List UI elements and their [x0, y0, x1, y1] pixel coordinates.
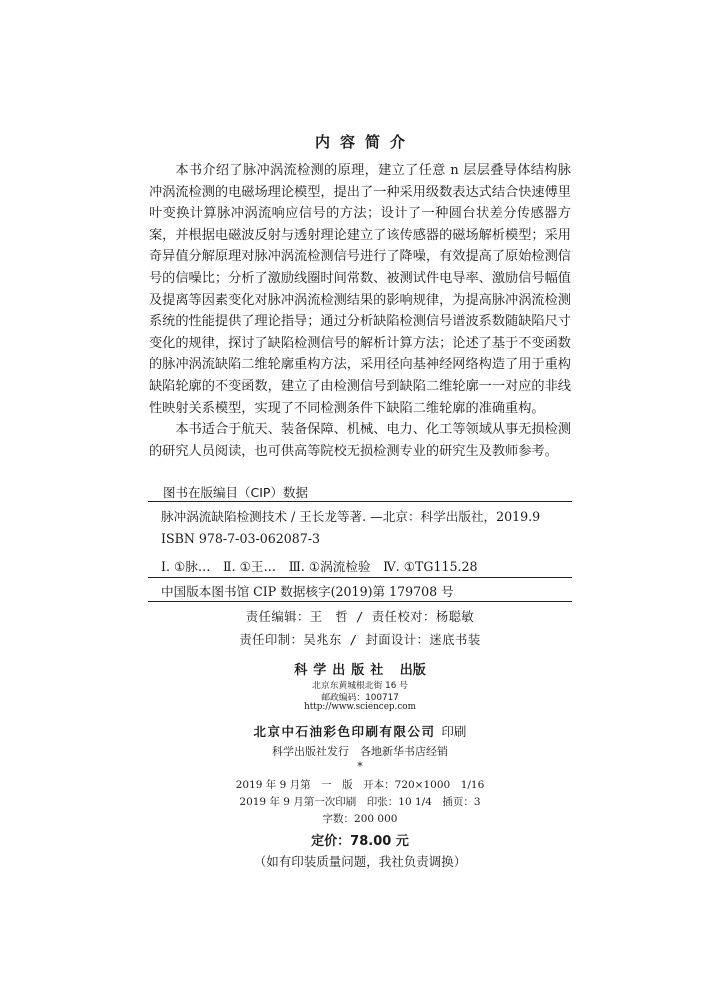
- publisher-line: [0, 659, 720, 678]
- cip-bottom-rule: [148, 601, 572, 602]
- cip-heading: 图书在版编目（CIP）数据: [163, 485, 308, 500]
- cip-title-line: 脉冲涡流缺陷检测技术 / 王长龙等著. —北京：科学出版社，2019.9: [161, 509, 541, 524]
- intro-abstract: [149, 160, 571, 462]
- printer-suffix: 印刷: [441, 724, 467, 739]
- intro-paragraph-2: 本书适合于航天、装备保障、机械、电力、化工等领域从事无损检测的研究人员阅读，也可供高等院校无损检测专业的研究生及教师参考。: [149, 422, 572, 459]
- intro-paragraph-1: 本书介绍了脉冲涡流检测的原理，建立了任意 n 层层叠导体结构脉冲涡流检测的电磁场理论模型，提出了一种采用级数表达式结合快速傅里叶变换计算脉冲涡流响应信号的方法；设计了一种圆台状差分传感器方案，并根据电磁波反射与透射理论建立了该传感器的磁场解析模型；采用奇异值分解原理对脉冲涡流检测信号进行了降噪，有效提高了原始检测信号的信噪比；分析了激励线圈时间常数、被测试件电导率、激励信号幅值及提离等因素变化对脉冲涡流检测结果的影响规律，为提高脉冲涡流检测系统的性能提供了理论指导；通过分析缺陷检测信号谱波系数随缺陷尺寸变化的规律，探讨了缺陷检测信号的解析计算方法；论述了基于不变函数的脉冲涡流缺陷二维轮廓重构方法，采用径向基神经网络构造了用于重构缺陷轮廓的不变函数，建立了由检测信号到缺陷二维轮廓一一对应的非线性映射关系模型，实现了不同检测条件下缺陷二维轮廓的准确重构。: [149, 163, 571, 416]
- printer-line: [0, 722, 720, 740]
- credits-editors: 责任编辑：王 哲 / 责任校对：杨聪敏: [245, 610, 475, 624]
- publisher-suffix: 出版: [399, 663, 426, 678]
- publisher-name: 科学出版社: [294, 663, 390, 678]
- cip-record-number: 中国版本图书馆 CIP 数据核字(2019)第 179708 号: [161, 584, 454, 599]
- cip-isbn: ISBN 978-7-03-062087-3: [161, 531, 321, 546]
- distribution-line: 科学出版社发行 各地新华书店经销: [272, 745, 448, 758]
- credits-printers: 责任印制：吴兆东 / 封面设计：迷底书装: [239, 633, 481, 647]
- printing-line: 2019 年 9 月第一次印刷 印张：10 1/4 插页：3: [239, 796, 481, 808]
- cip-classification: Ⅰ. ①脉… Ⅱ. ①王… Ⅲ. ①涡流检验 Ⅳ. ①TG115.28: [161, 559, 478, 574]
- price-line: 定价：78.00 元: [311, 834, 409, 849]
- publisher-postcode: 邮政编码：100717: [321, 693, 399, 703]
- cip-top-rule: [148, 501, 572, 502]
- word-count: 字数：200 000: [322, 813, 398, 825]
- separator-star: *: [357, 760, 363, 773]
- cip-middle-rule: [148, 577, 572, 578]
- publisher-url: http://www.sciencep.com: [304, 702, 416, 712]
- publisher-address: 北京东黄城根北街 16 号: [312, 681, 408, 691]
- edition-line: 2019 年 9 月第 一 版 开本：720×1000 1/16: [235, 779, 485, 791]
- quality-notice: （如有印装质量问题，我社负责调换）: [253, 854, 467, 869]
- intro-title: 内容简介: [314, 133, 415, 151]
- printer-name: 北京中石油彩色印刷有限公司: [253, 724, 436, 739]
